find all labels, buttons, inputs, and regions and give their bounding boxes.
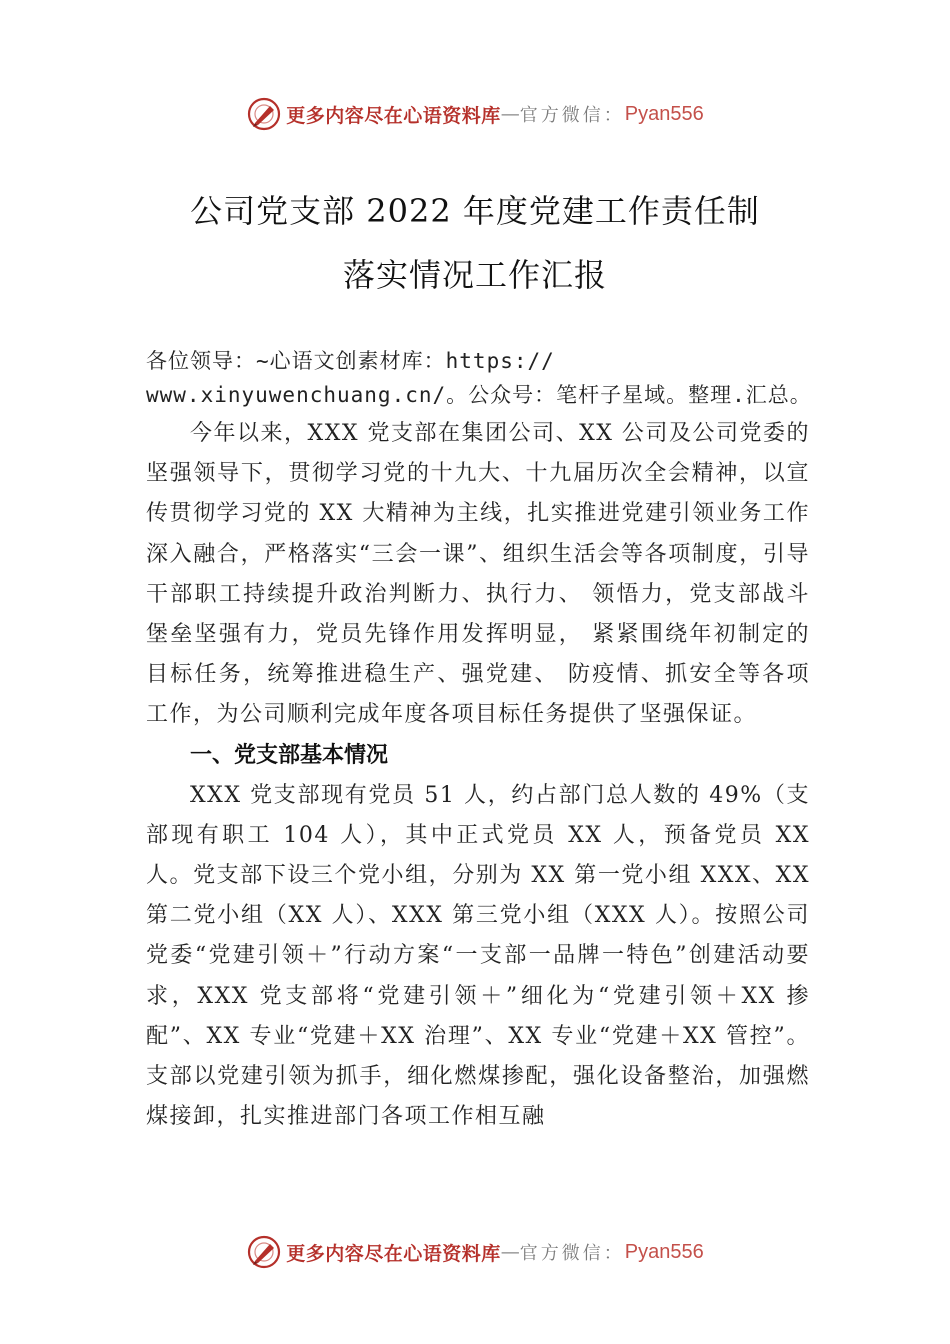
paragraph-intro: 今年以来，XXX 党支部在集团公司、XX 公司及公司党委的坚强领导下，贯彻学习党的十九大、十九届历次全会精神，以宣传贯彻学习党的 XX 大精神为主线，扎实推进党建引领业务工作深入融合，严格落实“三会一课”、组织生活会等各项制度，引导干部职工持续提升政治判断力、执行力、 领悟力，党支部战斗堡垒坚强有力，党员先锋作用发挥明显， 紧紧围绕年初制定的目标任务，统筹推进稳生产、强党建、 防疫情、抓安全等各项工作，为公司顺利完成年度各项目标任务提供了坚强保证。 [146,421,810,728]
banner-main-text: 更多内容尽在心语资料库 [286,1242,501,1265]
document-title-line2: 落实情况工作汇报 [342,256,607,294]
banner-main-text: 更多内容尽在心语资料库 [286,104,501,127]
header-banner [0,92,950,136]
footer-banner [0,1230,950,1274]
banner-dash: — [500,103,520,125]
paragraph-basic-info: XXX 党支部现有党员 51 人，约占部门总人数的 49%（支部现有职工 104 人），其中正式党员 XX 人，预备党员 XX 人。党支部下设三个党小组，分别为 XX 第一党小组 XXX、XX 第二党小组（XX 人）、XXX 第三党小组（XXX 人）。按照公司党委“党建引领＋”行动方案“一支部一品牌一特色”创建活动要求，XXX 党支部将“党建引领＋”细化为“党建引领＋XX 掺配”、XX 专业“党建＋XX 治理”、XX 专业“党建＋XX 管控”。支部以党建引领为抓手，细化燃煤掺配，强化设备整治，加强燃煤接卸，扎实推进部门各项工作相互融 [146,782,810,1130]
salutation-line2: www.xinyuwenchuang.cn/。公众号：笔杆子星域。整理.汇总。 [146,383,812,407]
document-title-line1: 公司党支部 2022 年度党建工作责任制 [190,192,760,230]
salutation-line1: 各位领导：~心语文创素材库：https:// [146,349,555,373]
pen-nib-logo-icon [246,1234,282,1270]
banner-dash: — [500,1241,520,1263]
pen-nib-logo-icon [246,96,282,132]
banner-wechat-label: 官方微信： [519,105,625,126]
banner-wechat-id: Pyan556 [624,102,704,125]
banner-wechat-id: Pyan556 [624,1240,704,1263]
section-heading-1: 一、党支部基本情况 [190,742,389,768]
document-body [146,414,810,1137]
banner-wechat-label: 官方微信： [519,1243,625,1264]
salutation [146,344,846,412]
